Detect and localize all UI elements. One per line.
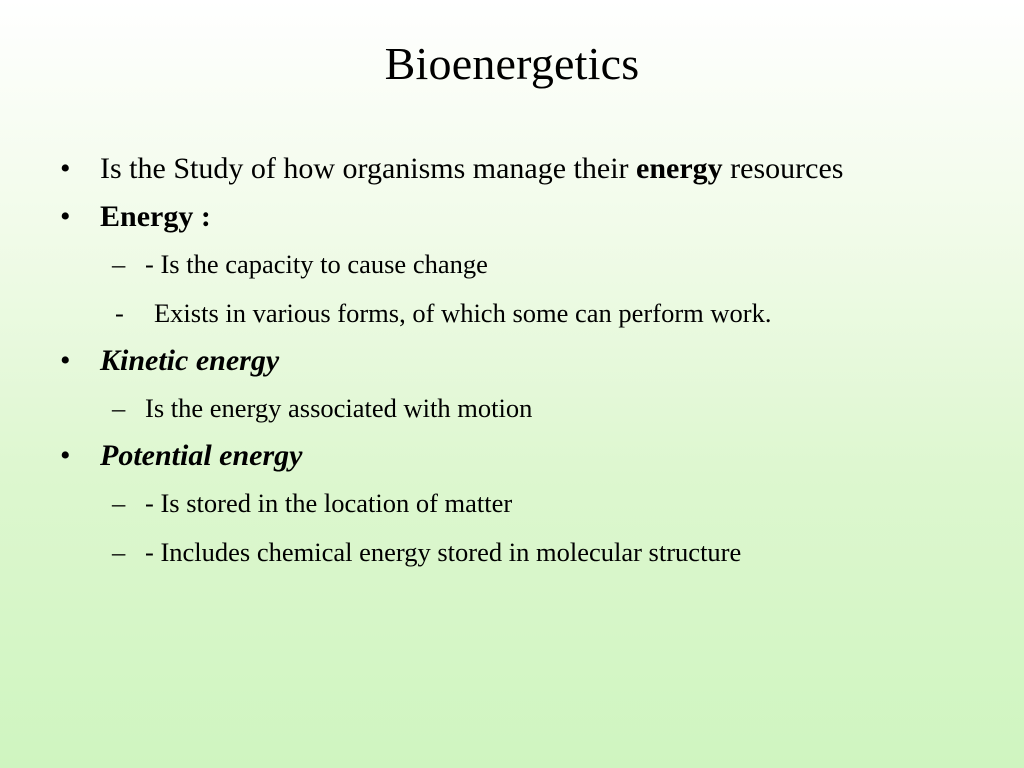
subpoint-potential-chemical <box>60 528 960 577</box>
bullet-dot: • <box>60 152 71 185</box>
definition-bold-keyword: energy <box>636 152 723 185</box>
dash-marker: – <box>112 537 126 567</box>
bullet-item-energy <box>60 194 960 240</box>
bullet-item-definition <box>60 146 960 192</box>
subpoint-text: - Includes chemical energy stored in molecular structure <box>145 537 742 567</box>
bullet-dot: • <box>60 439 71 472</box>
bullet-item-potential <box>60 433 960 479</box>
dash-marker: – <box>112 488 126 518</box>
dash-marker: – <box>112 249 126 279</box>
definition-text-start: Is the Study of how organisms manage their <box>100 152 637 185</box>
bullet-item-kinetic <box>60 338 960 384</box>
energy-heading: Energy : <box>100 200 211 233</box>
subpoint-kinetic-motion <box>60 384 960 433</box>
definition-text-end: resources <box>722 152 844 185</box>
bullet-dot: • <box>60 344 71 377</box>
dash-marker: – <box>112 393 126 423</box>
potential-heading: Potential energy <box>100 439 303 472</box>
subpoint-potential-location <box>60 479 960 528</box>
subpoint-text: - Is stored in the location of matter <box>145 488 513 518</box>
kinetic-heading: Kinetic energy <box>100 344 280 377</box>
slide-title: Bioenergetics <box>384 38 640 89</box>
subpoint-text: - Is the capacity to cause change <box>145 249 488 279</box>
bullet-dot: • <box>60 200 71 233</box>
subpoint-energy-capacity <box>60 240 960 289</box>
subpoint-text: Is the energy associated with motion <box>145 393 533 423</box>
slide-content <box>60 146 960 577</box>
hyphen-marker: - <box>115 298 124 328</box>
subpoint-text: Exists in various forms, of which some can perform work. <box>154 298 772 328</box>
subpoint-energy-forms <box>60 289 960 338</box>
